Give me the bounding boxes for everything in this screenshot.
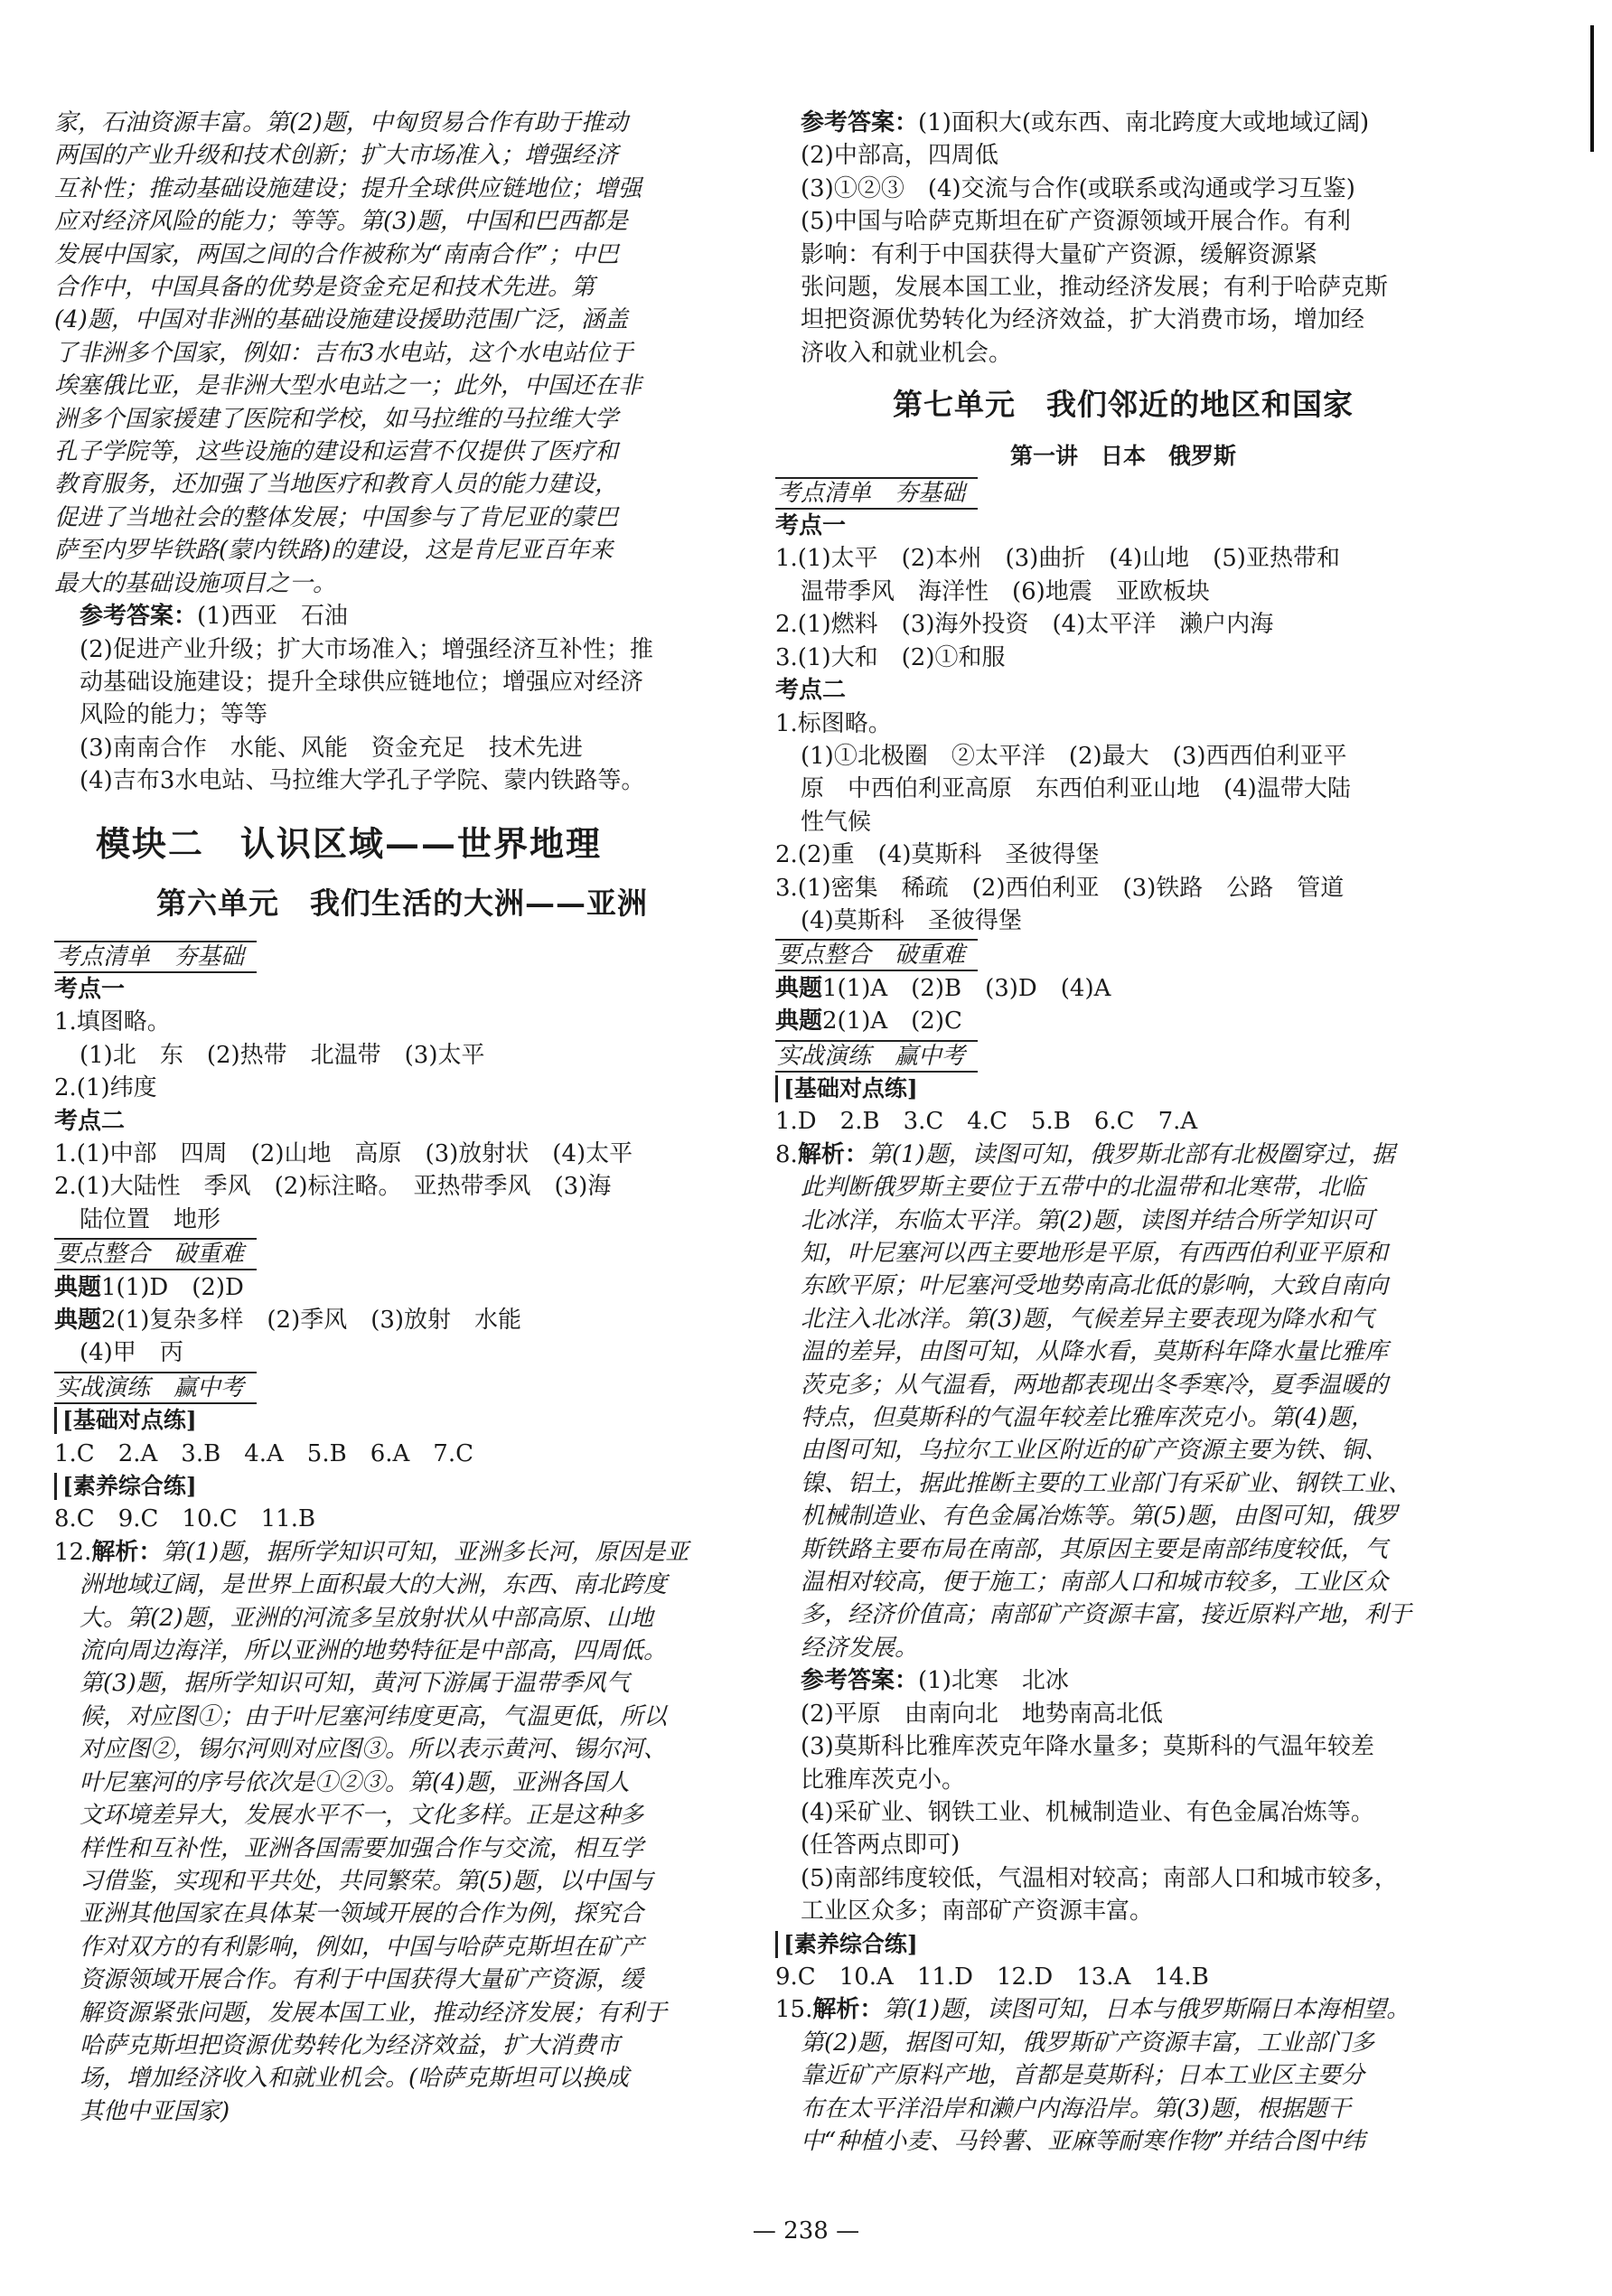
- text-line: 洲多个国家援建了医院和学校，如马拉维的马拉维大学: [54, 405, 619, 433]
- text-line: 东欧平原；叶尼塞河受地势南高北低的影响，大致自南向: [801, 1272, 1389, 1300]
- text-line: 2.(1)纬度: [54, 1074, 157, 1102]
- text-line: (4)甲 丙: [80, 1339, 183, 1367]
- right-column: [775, 107, 1471, 2158]
- sub-heading: [素养综合练]: [54, 1473, 197, 1500]
- answer-line: (2)促进产业升级；扩大市场准入；增强经济互补性；推: [80, 635, 653, 663]
- text-line: 靠近矿产原料产地，首都是莫斯科；日本工业区主要分: [801, 2062, 1365, 2090]
- text-line: (1)北 东 (2)热带 北温带 (3)太平: [80, 1041, 485, 1069]
- page-edge-bar: [1590, 25, 1594, 152]
- answer-row: 1.C 2.A 3.B 4.A 5.B 6.A 7.C: [54, 1439, 473, 1467]
- question-8-analysis: [775, 1171, 1471, 1664]
- text-line: 性气候: [801, 808, 872, 836]
- answer-line: 比雅库茨克小。: [801, 1766, 966, 1794]
- text-line: 最大的基础设施项目之一。: [54, 569, 337, 597]
- analysis-text: 第(1)题，读图可知，俄罗斯北部有北极圈穿过，据: [867, 1140, 1395, 1168]
- text-line: 3.(1)密集 稀疏 (2)西伯利亚 (3)铁路 公路 管道: [775, 874, 1345, 902]
- answer-label: 参考答案：: [80, 603, 198, 631]
- text-line: 温的差异，由图可知，从降水看，莫斯科年降水量比雅库: [801, 1338, 1389, 1366]
- analysis-label: 解析：: [797, 1140, 868, 1168]
- answer-line: (3)①②③ (4)交流与合作(或联系或沟通或学习互鉴): [801, 174, 1355, 202]
- text-line: 中“种植小麦、马铃薯、亚麻等耐寒作物”并结合图中纬: [801, 2127, 1365, 2155]
- analysis-label: 解析：: [812, 1996, 884, 2024]
- analysis-text: 第(1)题，据所学知识可知，亚洲多长河，原因是亚: [162, 1538, 689, 1566]
- kaodian-heading: 考点二: [775, 677, 847, 705]
- question-12-line: [54, 1536, 750, 1569]
- text-line: 文环境差异大，发展水平不一，文化多样。正是这种多: [80, 1802, 644, 1830]
- answer-line: 济收入和就业机会。: [801, 339, 1013, 367]
- text-line: (1)①北极圈 ②太平洋 (2)最大 (3)西西伯利亚平: [801, 742, 1347, 770]
- text-line: 促进了当地社会的整体发展；中国参与了肯尼亚的蒙巴: [54, 503, 619, 531]
- kaodian-heading: 考点一: [54, 975, 126, 1003]
- answer-text: (1)西亚 石油: [197, 603, 348, 631]
- text-line: 叶尼塞河的序号依次是①②③。第(4)题，亚洲各国人: [80, 1768, 630, 1796]
- text-line: 知，叶尼塞河以西主要地形是平原，有西西伯利亚平原和: [801, 1240, 1389, 1267]
- answer-line: (2)中部高，四周低: [801, 142, 998, 170]
- question-8-line: [775, 1139, 1471, 1171]
- text-line: 1.(1)太平 (2)本州 (3)曲折 (4)山地 (5)亚热带和: [775, 545, 1340, 573]
- section-heading: 要点整合 破重难: [54, 1238, 257, 1270]
- question-15-analysis: [775, 2027, 1471, 2159]
- text-line: (4)题，中国对非洲的基础设施建设援助范围广泛，涵盖: [54, 306, 628, 334]
- text-line: 埃塞俄比亚，是非洲大型水电站之一；此外，中国还在非: [54, 372, 642, 400]
- typical-label: 典题: [54, 1307, 102, 1334]
- typical-label: 典题: [54, 1273, 102, 1301]
- text-line: 哈萨克斯坦把资源优势转化为经济效益，扩大消费市: [80, 2031, 621, 2059]
- text-line: 茨克多；从气温看，两地都表现出冬季寒冷，夏季温暖的: [801, 1371, 1389, 1399]
- lecture-title: 第一讲 日本 俄罗斯: [1009, 443, 1236, 470]
- text-line: 萨至内罗毕铁路(蒙内铁路)的建设，这是肯尼亚百年来: [54, 537, 614, 565]
- text-line: 2.(1)燃料 (3)海外投资 (4)太平洋 濑户内海: [775, 611, 1274, 639]
- text-line: 资源领域开展合作。有利于中国获得大量矿产资源，缓: [80, 1966, 644, 1994]
- answer-line: 工业区众多；南部矿产资源丰富。: [801, 1898, 1154, 1926]
- analysis-text: 第(1)题，读图可知，日本与俄罗斯隔日本海相望。: [883, 1996, 1410, 2024]
- question-15-line: [775, 1993, 1471, 2026]
- answer-line: (任答两点即可): [801, 1832, 961, 1860]
- answer-label: 参考答案：: [801, 109, 919, 136]
- answer-line: 动基础设施建设；提升全球供应链地位；增强应对经济: [80, 668, 644, 696]
- text-line: 多，经济价值高；南部矿产资源丰富，接近原料产地，利于: [801, 1601, 1412, 1629]
- text-line: 发展中国家，两国之间的合作被称为“南南合作”；中巴: [54, 240, 619, 268]
- unit-title: 第七单元 我们邻近的地区和国家: [893, 387, 1354, 423]
- text-line: 第(2)题，据图可知，俄罗斯矿产资源丰富，工业部门多: [801, 2029, 1374, 2057]
- text-line: 北注入北冰洋。第(3)题，气候差异主要表现为降水和气: [801, 1305, 1374, 1333]
- text-line: 第(3)题，据所学知识可知，黄河下游属于温带季风气: [80, 1670, 630, 1698]
- text-line: 样性和互补性，亚洲各国需要加强合作与交流，相互学: [80, 1834, 644, 1862]
- sub-heading: [素养综合练]: [775, 1931, 918, 1958]
- text-line: 此判断俄罗斯主要位于五带中的北温带和北寒带，北临: [801, 1174, 1365, 1202]
- typical-answer: 1(1)D (2)D: [101, 1273, 244, 1301]
- kaodian-heading: 考点一: [775, 512, 847, 540]
- answer-text: (1)北寒 北冰: [918, 1667, 1069, 1695]
- text-line: 解资源紧张问题，发展本国工业，推动经济发展；有利于: [80, 1999, 668, 2027]
- text-line: 孔子学院等，这些设施的建设和运营不仅提供了医疗和: [54, 438, 619, 466]
- question-number: 8.: [775, 1140, 798, 1168]
- answer-line: (5)中国与哈萨克斯坦在矿产资源领域开展合作。有利: [801, 208, 1351, 236]
- text-line: 2.(2)重 (4)莫斯科 圣彼得堡: [775, 841, 1100, 869]
- answer-line: [54, 600, 750, 633]
- typical-question-line: [775, 972, 1471, 1005]
- typical-label: 典题: [775, 1007, 823, 1036]
- page-number: — 238 —: [752, 2217, 860, 2244]
- answer-line: 风险的能力；等等: [80, 701, 268, 729]
- typical-answer: 2(1)复杂多样 (2)季风 (3)放射 水能: [101, 1307, 522, 1334]
- typical-question-line: [775, 1005, 1471, 1037]
- text-line: 习借鉴，实现和平共处，共同繁荣。第(5)题，以中国与: [80, 1867, 653, 1895]
- section-heading: 实战演练 赢中考: [775, 1040, 978, 1073]
- answer-text: (1)面积大(或东西、南北跨度大或地域辽阔): [918, 109, 1370, 136]
- section-heading: 实战演练 赢中考: [54, 1372, 257, 1404]
- typical-question-line: [54, 1271, 750, 1304]
- text-line: 北冰洋，东临太平洋。第(2)题，读图并结合所学知识可: [801, 1206, 1374, 1234]
- text-line: 镍、铝土，据此推断主要的工业部门有采矿业、钢铁工业、: [801, 1469, 1412, 1497]
- section-heading: 考点清单 夯基础: [54, 941, 257, 973]
- answer-line: (4)吉布3水电站、马拉维大学孔子学院、蒙内铁路等。: [80, 767, 645, 795]
- answer-row: 1.D 2.B 3.C 4.C 5.B 6.C 7.A: [775, 1108, 1198, 1136]
- text-line: 大。第(2)题，亚洲的河流多呈放射状从中部高原、山地: [80, 1604, 653, 1632]
- left-column: [54, 107, 750, 2128]
- text-line: 洲地域辽阔，是世界上面积最大的大洲，东西、南北跨度: [80, 1571, 668, 1599]
- answer-line: (4)采矿业、钢铁工业、机械制造业、有色金属冶炼等。: [801, 1798, 1374, 1826]
- kaodian-heading: 考点二: [54, 1107, 126, 1135]
- text-line: 1.标图略。: [775, 709, 892, 737]
- text-line: 由图可知，乌拉尔工业区附近的矿产资源主要为铁、铜、: [801, 1437, 1389, 1465]
- text-line: 互补性；推动基础设施建设；提升全球供应链地位；增强: [54, 174, 642, 202]
- module-title: 模块二 认识区域——世界地理: [96, 822, 603, 864]
- text-line: 布在太平洋沿岸和濑户内海沿岸。第(3)题，根据题干: [801, 2095, 1351, 2123]
- answer-line: [775, 107, 1471, 139]
- sub-heading: [基础对点练]: [775, 1075, 918, 1102]
- text-line: 流向周边海洋，所以亚洲的地势特征是中部高，四周低。: [80, 1637, 668, 1665]
- answer-line: 张问题，发展本国工业，推动经济发展；有利于哈萨克斯: [801, 274, 1389, 302]
- answer-line: 坦把资源优势转化为经济效益，扩大消费市场，增加经: [801, 306, 1365, 334]
- text-line: 家，石油资源丰富。第(2)题，中匈贸易合作有助于推动: [54, 109, 628, 136]
- text-line: 斯铁路主要布局在南部，其原因主要是南部纬度较低，气: [801, 1535, 1389, 1563]
- left-intro-explanation: [54, 107, 750, 600]
- answer-line: (3)莫斯科比雅库茨克年降水量多；莫斯科的气温年较差: [801, 1733, 1374, 1761]
- answer-row: 8.C 9.C 10.C 11.B: [54, 1505, 316, 1533]
- text-line: 原 中西伯利亚高原 东西伯利亚山地 (4)温带大陆: [801, 775, 1351, 803]
- text-line: 温带季风 海洋性 (6)地震 亚欧板块: [801, 577, 1210, 605]
- question-number: 15.: [775, 1996, 813, 2024]
- answer-line: [775, 1664, 1471, 1697]
- text-line: 应对经济风险的能力；等等。第(3)题，中国和巴西都是: [54, 208, 628, 236]
- answer-line: (3)南南合作 水能、风能 资金充足 技术先进: [80, 734, 583, 762]
- analysis-label: 解析：: [91, 1538, 163, 1566]
- answer-line: (5)南部纬度较低，气温相对较高；南部人口和城市较多，: [801, 1864, 1398, 1892]
- answer-line: 影响：有利于中国获得大量矿产资源，缓解资源紧: [801, 240, 1318, 268]
- typical-answer: 1(1)A (2)B (3)D (4)A: [822, 974, 1111, 1002]
- typical-answer: 2(1)A (2)C: [822, 1007, 962, 1036]
- text-line: 亚洲其他国家在具体某一领域开展的合作为例，探究合: [80, 1900, 644, 1928]
- answer-line: (2)平原 由南向北 地势南高北低: [801, 1700, 1163, 1728]
- text-line: 机械制造业、有色金属冶炼等。第(5)题，由图可知，俄罗: [801, 1503, 1398, 1531]
- text-line: 2.(1)大陆性 季风 (2)标注略。 亚热带季风 (3)海: [54, 1173, 612, 1201]
- text-line: 3.(1)大和 (2)①和服: [775, 643, 1006, 671]
- section-heading: 考点清单 夯基础: [775, 477, 978, 510]
- text-line: 教育服务，还加强了当地医疗和教育人员的能力建设，: [54, 471, 619, 499]
- text-line: 1.(1)中部 四周 (2)山地 高原 (3)放射状 (4)太平: [54, 1139, 633, 1167]
- question-number: 12.: [54, 1538, 92, 1566]
- typical-label: 典题: [775, 974, 823, 1002]
- text-line: 对应图②，锡尔河则对应图③。所以表示黄河、锡尔河、: [80, 1736, 668, 1764]
- unit-title: 第六单元 我们生活的大洲——亚洲: [156, 885, 648, 921]
- text-line: 1.填图略。: [54, 1008, 171, 1036]
- sub-heading: [基础对点练]: [54, 1407, 197, 1434]
- text-line: (4)莫斯科 圣彼得堡: [801, 906, 1022, 934]
- question-12-analysis: [54, 1569, 750, 2128]
- typical-question-line: [54, 1304, 750, 1336]
- text-line: 场，增加经济收入和就业机会。(哈萨克斯坦可以换成: [80, 2065, 630, 2093]
- text-line: 经济发展。: [801, 1634, 919, 1662]
- text-line: 合作中，中国具备的优势是资金充足和技术先进。第: [54, 274, 595, 302]
- answer-row: 9.C 10.A 11.D 12.D 13.A 14.B: [775, 1963, 1209, 1991]
- text-line: 其他中亚国家): [80, 2097, 230, 2125]
- section-heading: 要点整合 破重难: [775, 939, 978, 971]
- text-line: 温相对较高，便于施工；南部人口和城市较多，工业区众: [801, 1569, 1389, 1597]
- text-line: 了非洲多个国家，例如：吉布3水电站，这个水电站位于: [54, 339, 633, 367]
- text-line: 候，对应图①；由于叶尼塞河纬度更高，气温更低，所以: [80, 1702, 668, 1730]
- text-line: 陆位置 地形: [80, 1205, 221, 1233]
- answer-label: 参考答案：: [801, 1667, 919, 1695]
- text-line: 特点，但莫斯科的气温年较差比雅库茨克小。第(4)题，: [801, 1404, 1374, 1432]
- text-line: 作对双方的有利影响，例如，中国与哈萨克斯坦在矿产: [80, 1933, 644, 1961]
- text-line: 两国的产业升级和技术创新；扩大市场准入；增强经济: [54, 142, 619, 170]
